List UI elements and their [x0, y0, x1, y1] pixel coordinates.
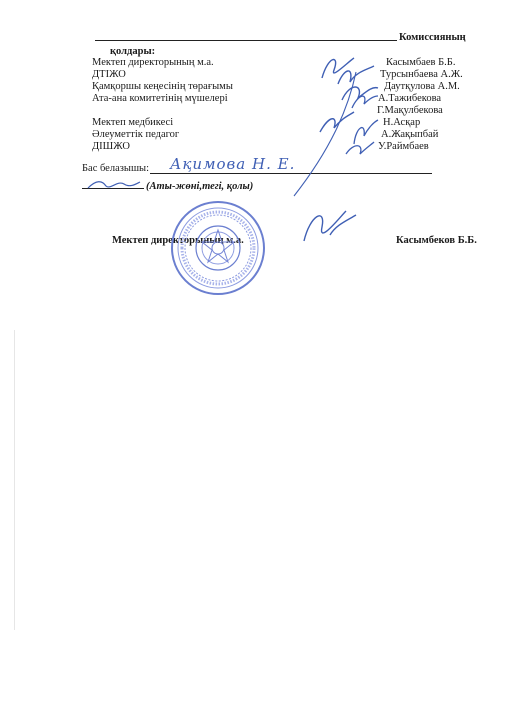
member-name-6: Н.Асқар	[383, 117, 421, 128]
signature-head-handwritten	[84, 178, 144, 197]
member-name-1: Касымбаев Б.Б.	[386, 57, 456, 68]
member-role-4: Ата-ана комитетінің мүшелері	[92, 93, 228, 104]
member-role-8: ДІШЖО	[92, 141, 130, 152]
member-role-2: ДТІЖО	[92, 69, 126, 80]
signature-long-stroke	[290, 70, 360, 205]
member-name-3: Даутқулова А.М.	[384, 81, 460, 92]
official-stamp	[170, 200, 266, 296]
member-role-1: Мектеп директорының м.а.	[92, 57, 214, 68]
member-name-2: Турсынбаева А.Ж.	[380, 69, 463, 80]
head-handwritten-name: Ақимова Н. Е.	[170, 155, 296, 173]
member-name-7: А.Жақыпбай	[381, 129, 439, 140]
member-role-6: Мектеп медбикесі	[92, 117, 174, 128]
member-name-4: А.Тажибекова	[378, 93, 442, 104]
director-label: Мектеп директорының м.а.	[112, 235, 244, 246]
page-edge-line	[14, 330, 15, 630]
header-subtitle: қолдары:	[110, 46, 156, 57]
header-underline	[95, 40, 397, 41]
head-label: Бас белазышы:	[82, 163, 149, 174]
member-name-5: Г.Мақулбекова	[377, 105, 443, 116]
header-title: Комиссияның	[399, 32, 466, 43]
director-name: Касымбеков Б.Б.	[396, 235, 477, 246]
signature-caption: (Аты-жөні,тегі, қолы)	[146, 181, 254, 192]
member-role-3: Қамқоршы кеңесінің төрағымы	[92, 81, 233, 92]
member-name-8: У.Раймбаев	[378, 141, 429, 152]
signature-director-main	[300, 205, 360, 252]
member-role-7: Әлеуметтік педагог	[92, 129, 180, 140]
